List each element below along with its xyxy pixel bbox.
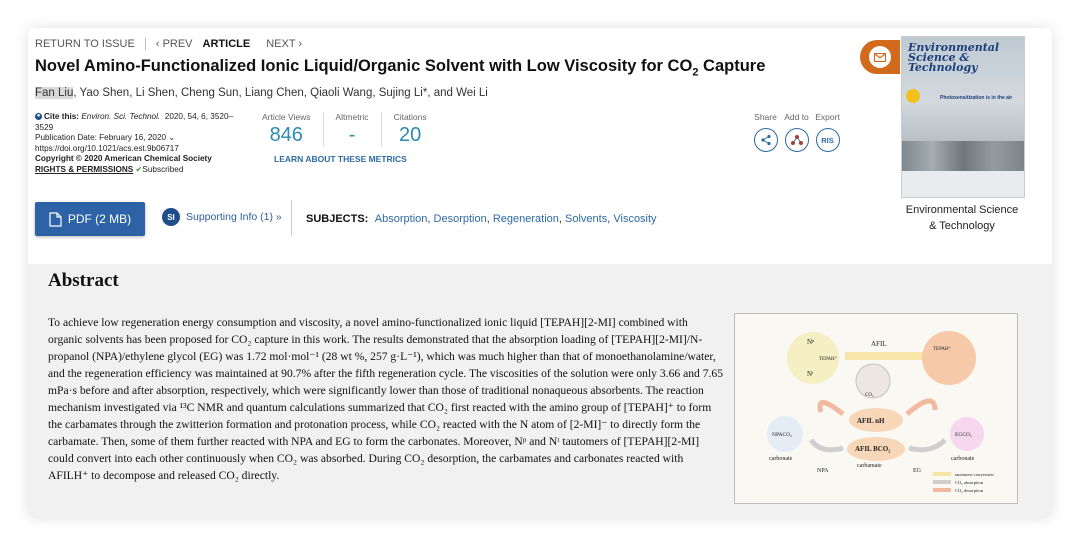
subject-link[interactable]: Solvents (565, 213, 608, 225)
subject-link[interactable]: Desorption (433, 213, 487, 225)
learn-metrics-link[interactable]: LEARN ABOUT THESE METRICS (274, 154, 407, 164)
carbamate-label: carbamate (857, 463, 882, 469)
tepah-label-left: TEPAH⁺ (819, 357, 838, 362)
chevron-down-icon[interactable]: ⌄ (168, 133, 176, 143)
cover-footer (902, 171, 1024, 197)
publication-date[interactable]: Publication Date: February 16, 2020 ⌄ (35, 133, 176, 143)
subject-link[interactable]: Regeneration (492, 213, 559, 225)
egco2-label: EGCO₂ (955, 432, 972, 438)
mechanism-diagram (735, 314, 1017, 503)
doi-link[interactable]: https://doi.org/10.1021/acs.est.9b06717 (35, 143, 179, 153)
copyright: Copyright © 2020 American Chemical Society (35, 154, 212, 164)
subject-link[interactable]: Absorption (374, 213, 428, 225)
afil-bco2-label: AFIL BCO₂ (855, 445, 891, 453)
afil-nh-label: AFIL nH (857, 417, 885, 425)
rights-permissions-link[interactable]: RIGHTS & PERMISSIONS (35, 164, 134, 174)
article-card (28, 28, 1052, 518)
article-nav-current: ARTICLE (202, 38, 251, 50)
prev-link[interactable]: ‹ PREV (155, 38, 193, 50)
journal-cover[interactable] (901, 36, 1025, 198)
metric-altmetric[interactable]: Altmetric - (324, 112, 382, 147)
citation-block: ● Cite this: Environ. Sci. Technol. 2020, 54, 6, 3520–3529 Publication Date: February 16, 2020 ⌄ https://doi.org/10.1021/acs.est.9b06717 Copyright © 2020 American Chemical Society RIGHTS & PERMISSIONS ✔Subscribed (35, 112, 245, 176)
npaco2-label: NPACO₂ (772, 432, 793, 438)
nt-label: Nᵗ (807, 370, 814, 378)
share-tools: Share Add to Export RIS (750, 112, 843, 152)
legend-tautomers: tautomers conversion (955, 472, 994, 477)
legend-swatch-desorption (933, 488, 951, 492)
next-link[interactable]: NEXT › (266, 38, 303, 50)
return-to-issue-link[interactable]: RETURN TO ISSUE (35, 38, 135, 50)
legend-desorption: CO₂ desorption (955, 488, 983, 493)
abstract-heading: Abstract (48, 270, 119, 291)
abstract-section (28, 264, 1052, 518)
si-icon: SI (162, 208, 180, 226)
metric-article-views: Article Views 846 (250, 112, 324, 147)
carbonate-right-label: carbonate (951, 456, 975, 462)
share-button[interactable] (754, 128, 778, 152)
nav-divider (145, 38, 146, 50)
divider (291, 200, 292, 236)
toc-graphic[interactable] (734, 313, 1018, 504)
share-icon (760, 134, 772, 146)
email-alert-button[interactable] (860, 40, 900, 74)
tepah-label-right: TEPAH⁺ (933, 347, 952, 352)
sun-graphic (906, 89, 920, 103)
city-graphic (902, 141, 1024, 171)
envelope-icon (874, 53, 886, 62)
subjects: SUBJECTS: Absorption, Desorption, Regeneration, Solvents, Viscosity (306, 213, 657, 225)
cover-title: Environmental Science & Technology (908, 41, 1000, 74)
subject-link[interactable]: Viscosity (613, 213, 657, 225)
cover-subtitle: Photosensitization is in the air (940, 95, 1013, 101)
check-icon: ✔ (135, 164, 143, 174)
legend-swatch-absorption (933, 480, 951, 484)
co2-label: CO₂ (865, 393, 874, 398)
legend-swatch-tautomers (933, 472, 951, 476)
author-highlight[interactable]: Fan Liu (35, 87, 74, 99)
subscribed-status: Subscribed (142, 164, 184, 174)
journal-name-link[interactable]: Environmental Science & Technology (905, 204, 1019, 232)
export-ris-button[interactable]: RIS (816, 128, 840, 152)
legend-absorption: CO₂ absorption (955, 480, 983, 485)
npa-label: NPA (817, 468, 829, 474)
author-list[interactable]: Fan Liu, Yao Shen, Li Shen, Cheng Sun, Liang Chen, Qiaoli Wang, Sujing Li*, and Wei Li (35, 87, 488, 99)
eg-label: EG (913, 468, 921, 474)
cite-icon: ● (36, 113, 41, 120)
supporting-info-link[interactable]: SI Supporting Info (1) » (162, 208, 282, 226)
article-title: Novel Amino-Functionalized Ionic Liquid/Organic Solvent with Low Viscosity for $CO_2$ Capture (35, 57, 766, 79)
np-label: Nᵖ (807, 338, 815, 346)
abstract-text: To achieve low regeneration energy consumption and viscosity, a novel amino-functionalized ionic liquid [TEPAH][2-MI] combined with organic solvents has been proposed for CO₂ capture in this work. The results demonstrated that the absorption loading of [TEPAH][2-MI]/N-propanol (NPA)/ethylene glycol (EG) was 1.72 mol·mol⁻¹ (28 wt %, 257 g·L⁻¹), which was much higher than that of monoethanolamine/water, and the regeneration efficiency was maintained at 90.7% after the fifth regeneration cycle. The viscosities of the solution were only 3.66 and 7.65 mPa·s before and after absorption, respectively, which were significantly lower than those of traditional nonaqueous absorbents. The reaction mechanism investigated via ¹³C NMR and quantum calculations summarized that CO₂ first reacted with the amino group of [TEPAH]⁺ to form the carbamates through the zwitterion formation and protonation process, while CO₂ reacted with the N atom of [2-MI]⁻ to directly form the carbamate. Then, some of them further reacted with NPA and EG to form the carbonates. Moreover, Nᵖ and Nᵗ tautomers of [TEPAH][2-MI] could convert into each other continuously when CO₂ was absorbed. During CO₂ desorption, the carbamates and carbonates reacted with AFILH⁺ to decompose and released CO₂ directly. (48, 316, 723, 482)
carbonate-left-label: carbonate (769, 456, 793, 462)
tepah-right-circle (922, 331, 976, 385)
pdf-file-icon (49, 212, 62, 227)
afil-label: AFIL (871, 340, 887, 348)
pdf-download-button[interactable]: PDF (2 MB) (35, 202, 145, 236)
metrics-bar (250, 112, 439, 147)
add-to-button[interactable] (785, 128, 809, 152)
add-to-icon (790, 134, 804, 146)
article-nav (35, 38, 302, 50)
metric-citations[interactable]: Citations 20 (393, 112, 427, 146)
